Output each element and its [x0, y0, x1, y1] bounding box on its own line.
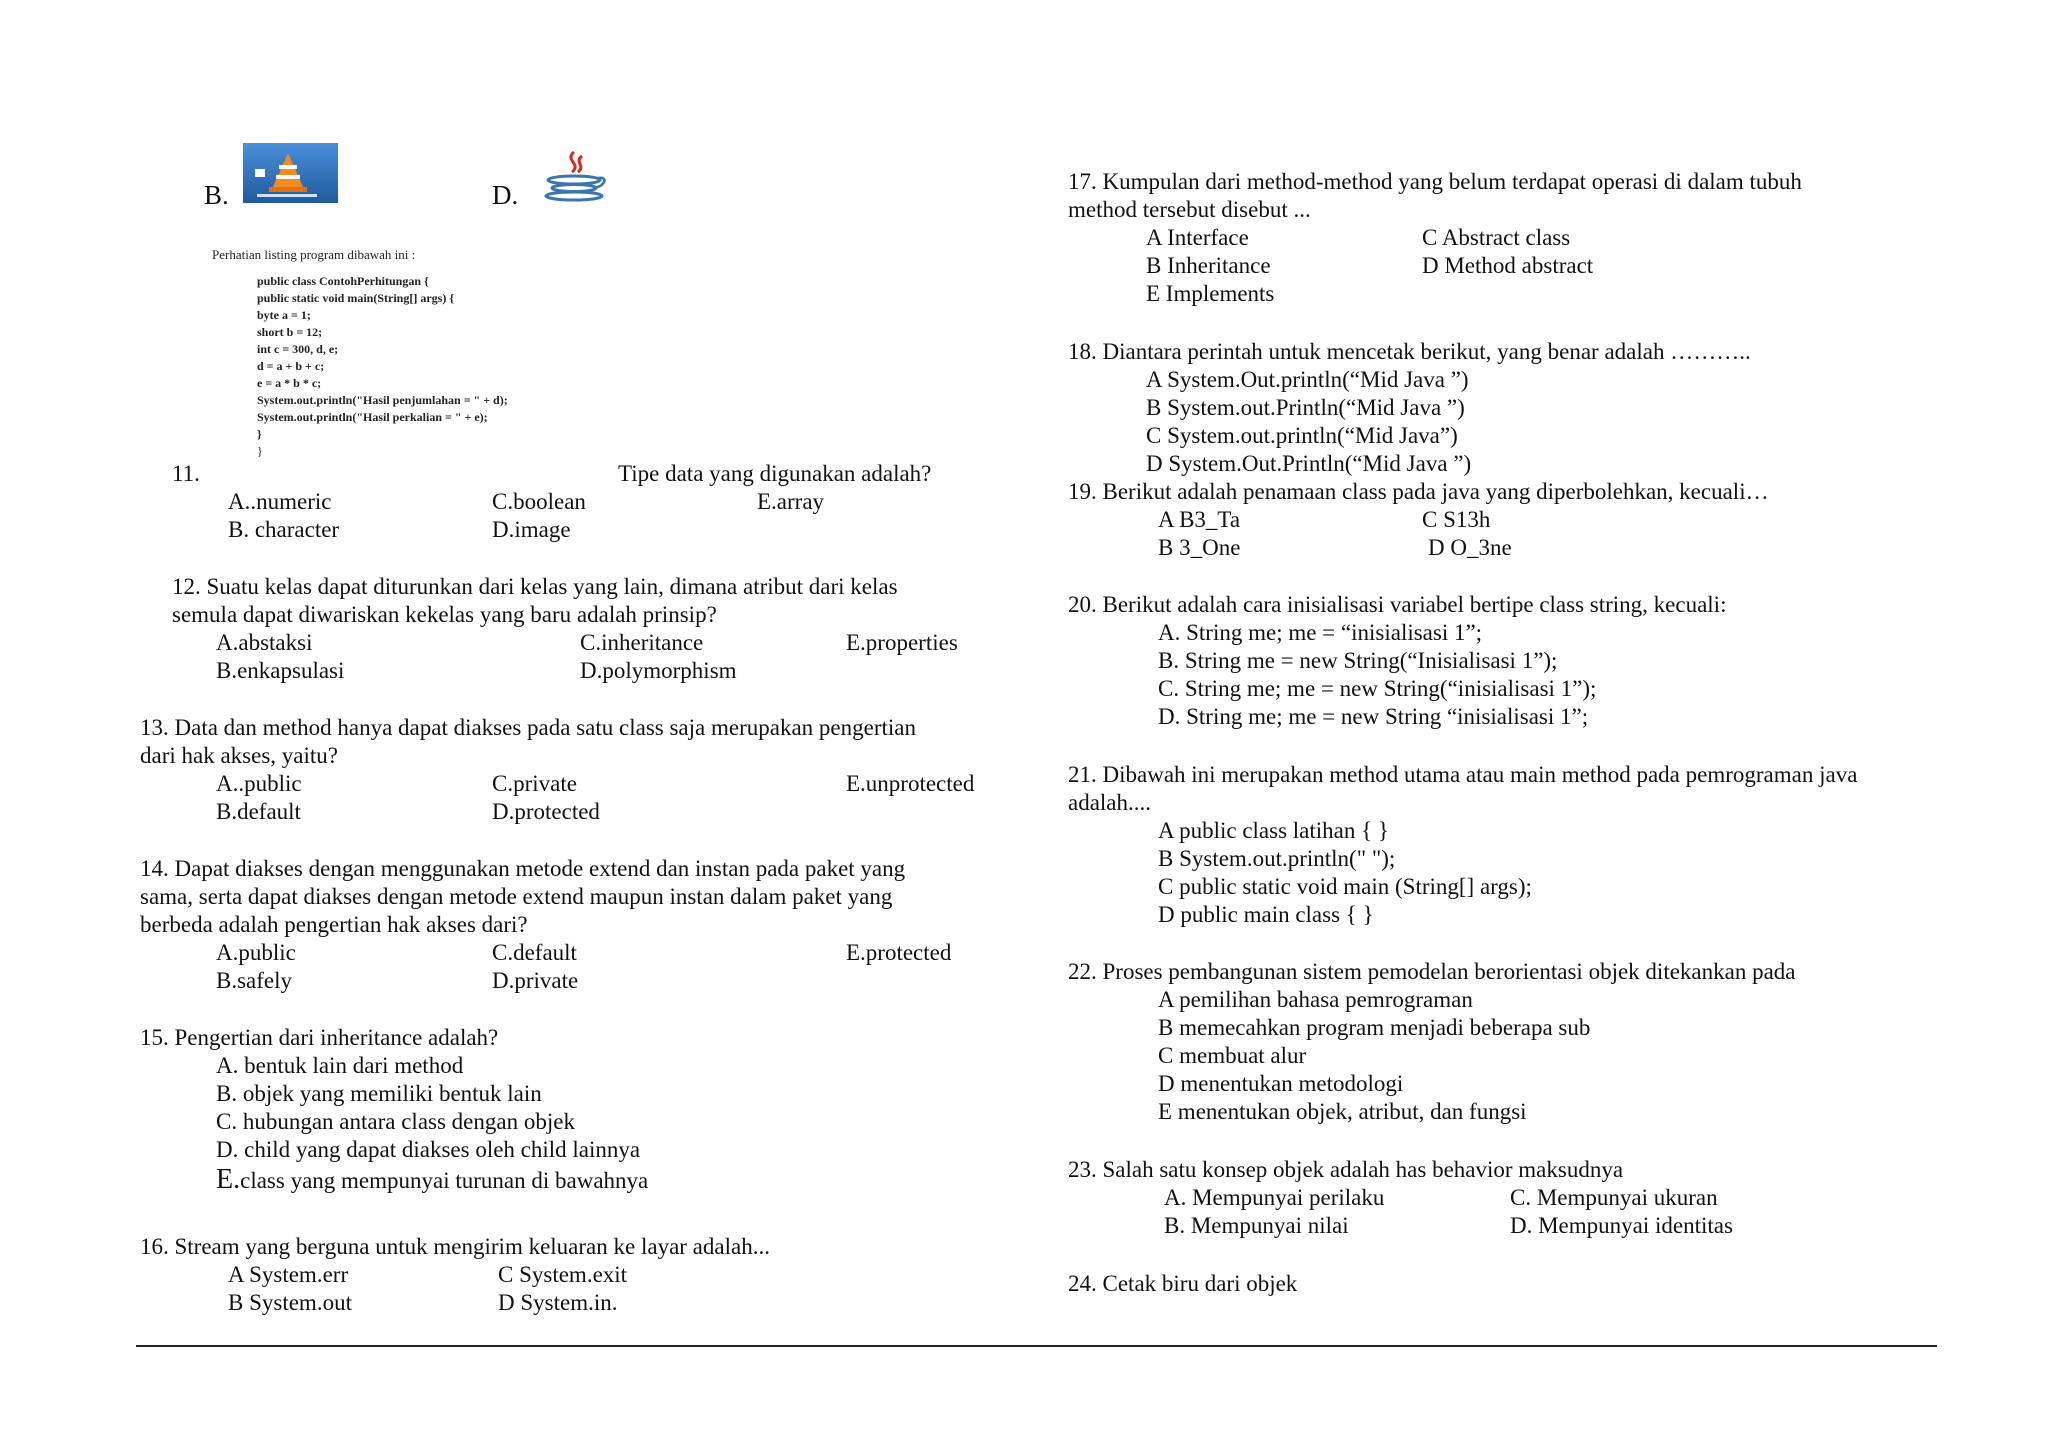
q19-option-d: D O_3ne — [1428, 535, 1512, 560]
q16-line1: 16. Stream yang berguna untuk mengirim keluaran ke layar adalah... — [140, 1234, 770, 1259]
q17-option-c: C Abstract class — [1422, 225, 1571, 250]
q11-option-a: A..numeric — [228, 489, 332, 514]
q16-option-b: B System.out — [228, 1290, 352, 1315]
q22-line1: 22. Proses pembangunan sistem pemodelan berorientasi objek ditekankan pada — [1068, 959, 1796, 984]
vlc-logo-icon — [243, 143, 338, 203]
q17-option-b: B Inheritance — [1146, 253, 1271, 278]
q17-line1: 17. Kumpulan dari method-method yang belum terdapat operasi di dalam tubuh — [1068, 169, 1802, 194]
q15-option-e — [216, 1164, 648, 1196]
code-line: short b = 12; — [257, 325, 323, 339]
q11-option-d: D.image — [492, 517, 571, 542]
code-line: public static void main(String[] args) { — [257, 291, 455, 305]
q13-option-d: D.protected — [492, 799, 600, 824]
q12-option-b: B.enkapsulasi — [216, 658, 345, 683]
q15-option-d: D. child yang dapat diakses oleh child lainnya — [216, 1137, 641, 1162]
q20-option-a: A. String me; me = “inisialisasi 1”; — [1158, 620, 1483, 645]
q12-option-d: D.polymorphism — [580, 658, 737, 683]
code-line: } — [257, 444, 263, 458]
q14-option-c: C.default — [492, 940, 577, 965]
q14-option-b: B.safely — [216, 968, 293, 993]
q11-question: Tipe data yang digunakan adalah? — [618, 461, 932, 486]
q18-option-c: C System.out.println(“Mid Java”) — [1146, 423, 1458, 448]
code-listing — [212, 246, 508, 460]
q14-option-e: E.protected — [846, 940, 952, 965]
q11-number: 11. — [172, 461, 200, 486]
option-d-label: D. — [492, 180, 519, 210]
code-line: } — [257, 427, 262, 441]
page-divider — [136, 1345, 1937, 1347]
q15-option-e-letter: E. — [216, 1164, 241, 1195]
q19-line1: 19. Berikut adalah penamaan class pada java yang diperbolehkan, kecuali… — [1068, 479, 1769, 504]
q15-line1: 15. Pengertian dari inheritance adalah? — [140, 1025, 499, 1050]
q13-option-a: A..public — [216, 771, 302, 796]
q11-option-b: B. character — [228, 517, 340, 542]
q14-line2: sama, serta dapat diakses dengan metode extend maupun instan dalam paket yang — [140, 884, 893, 909]
q21-option-b: B System.out.println(" "); — [1158, 846, 1396, 871]
q12-option-c: C.inheritance — [580, 630, 704, 655]
code-line: int c = 300, d, e; — [257, 342, 339, 356]
q15-option-e-text: class yang mempunyai turunan di bawahnya — [240, 1168, 649, 1193]
q13-option-e: E.unprotected — [846, 771, 975, 796]
q13-line1: 13. Data dan method hanya dapat diakses pada satu class saja merupakan pengertian — [140, 715, 916, 740]
code-line: System.out.println("Hasil perkalian = " + e); — [257, 410, 488, 424]
q23-option-c: C. Mempunyai ukuran — [1510, 1185, 1718, 1210]
q21-line2: adalah.... — [1068, 790, 1152, 815]
q19-option-c: C S13h — [1422, 507, 1491, 532]
q23-option-b: B. Mempunyai nilai — [1164, 1213, 1349, 1238]
q11-option-c: C.boolean — [492, 489, 586, 514]
code-line: e = a * b * c; — [257, 376, 322, 390]
option-b-label: B. — [204, 180, 229, 210]
q17-option-e: E Implements — [1146, 281, 1275, 306]
q20-option-d: D. String me; me = new String “inisialisasi 1”; — [1158, 704, 1589, 729]
q12-option-e: E.properties — [846, 630, 958, 655]
code-line: public class ContohPerhitungan { — [257, 274, 429, 288]
q15-option-b: B. objek yang memiliki bentuk lain — [216, 1081, 542, 1106]
q19-option-a: A B3_Ta — [1158, 507, 1241, 532]
q18-option-a: A System.Out.println(“Mid Java ”) — [1146, 367, 1469, 392]
q22-option-c: C membuat alur — [1158, 1043, 1307, 1068]
q22-option-d: D menentukan metodologi — [1158, 1071, 1404, 1096]
q21-option-a: A public class latihan { } — [1158, 818, 1389, 843]
q12-line1: 12. Suatu kelas dapat diturunkan dari kelas yang lain, dimana atribut dari kelas — [172, 574, 898, 599]
q24-line1: 24. Cetak biru dari objek — [1068, 1271, 1298, 1296]
q17-option-d: D Method abstract — [1422, 253, 1594, 278]
q23-option-d: D. Mempunyai identitas — [1510, 1213, 1733, 1238]
code-intro: Perhatian listing program dibawah ini : — [212, 247, 416, 262]
code-line: byte a = 1; — [257, 308, 311, 322]
q18-option-d: D System.Out.Println(“Mid Java ”) — [1146, 451, 1472, 476]
q20-line1: 20. Berikut adalah cara inisialisasi variabel bertipe class string, kecuali: — [1068, 592, 1727, 617]
q14-line1: 14. Dapat diakses dengan menggunakan metode extend dan instan pada paket yang — [140, 856, 906, 881]
q19-option-b: B 3_One — [1158, 535, 1241, 560]
q23-option-a: A. Mempunyai perilaku — [1164, 1185, 1385, 1210]
q13-line2: dari hak akses, yaitu? — [140, 743, 338, 768]
q17-line2: method tersebut disebut ... — [1068, 197, 1311, 222]
q16-option-d: D System.in. — [498, 1290, 618, 1315]
q14-option-a: A.public — [216, 940, 296, 965]
q21-option-c: C public static void main (String[] args); — [1158, 874, 1532, 899]
q17-option-a: A Interface — [1146, 225, 1249, 250]
code-line: d = a + b + c; — [257, 359, 325, 373]
q12-line2: semula dapat diwariskan kekelas yang baru adalah prinsip? — [172, 602, 717, 627]
q23-line1: 23. Salah satu konsep objek adalah has behavior maksudnya — [1068, 1157, 1624, 1182]
q12-option-a: A.abstaksi — [216, 630, 313, 655]
q14-line3: berbeda adalah pengertian hak akses dari? — [140, 912, 528, 937]
q22-option-e: E menentukan objek, atribut, dan fungsi — [1158, 1099, 1527, 1124]
q13-option-b: B.default — [216, 799, 301, 824]
q20-option-c: C. String me; me = new String(“inisialisasi 1”); — [1158, 676, 1597, 701]
q15-option-c: C. hubungan antara class dengan objek — [216, 1109, 575, 1134]
q21-option-d: D public main class { } — [1158, 902, 1374, 927]
q22-option-a: A pemilihan bahasa pemrograman — [1158, 987, 1473, 1012]
q20-option-b: B. String me = new String(“Inisialisasi 1”); — [1158, 648, 1558, 673]
code-line: System.out.println("Hasil penjumlahan = " + d); — [257, 393, 508, 407]
q18-line1: 18. Diantara perintah untuk mencetak berikut, yang benar adalah ……….. — [1068, 339, 1751, 364]
q21-line1: 21. Dibawah ini merupakan method utama atau main method pada pemrograman java — [1068, 762, 1858, 787]
q11-option-e: E.array — [757, 489, 825, 514]
q13-option-c: C.private — [492, 771, 577, 796]
q18-option-b: B System.out.Println(“Mid Java ”) — [1146, 395, 1465, 420]
q14-option-d: D.private — [492, 968, 579, 993]
q22-option-b: B memecahkan program menjadi beberapa sub — [1158, 1015, 1591, 1040]
java-logo-icon — [534, 150, 614, 205]
q16-option-c: C System.exit — [498, 1262, 628, 1287]
q16-option-a: A System.err — [228, 1262, 349, 1287]
q15-option-a: A. bentuk lain dari method — [216, 1053, 464, 1078]
